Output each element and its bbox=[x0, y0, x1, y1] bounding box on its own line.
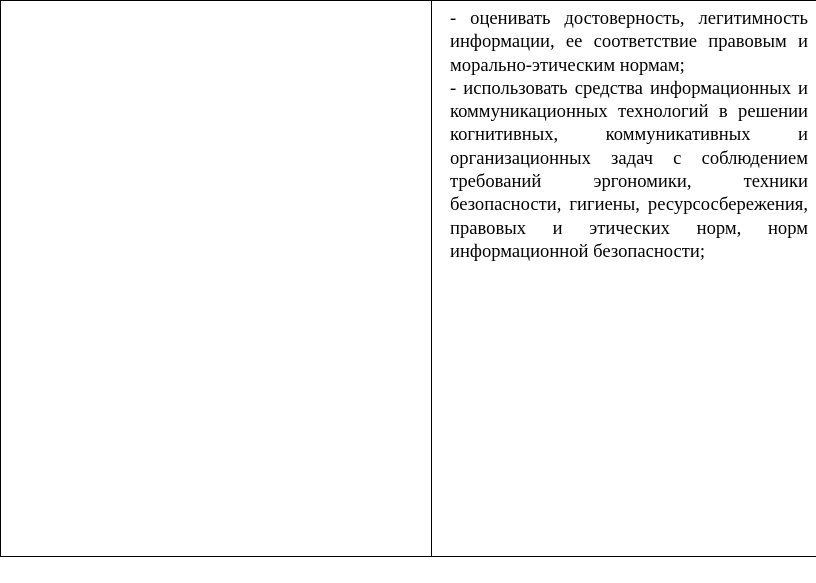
right-cell-content bbox=[432, 1, 816, 263]
left-cell-text bbox=[1, 1, 431, 7]
table-row bbox=[1, 1, 816, 557]
paragraph-use-ict: - использовать средства информационных и коммуникационных технологий в решении когнитивных, коммуникативных и организационных задач с соблюдением требований эргономики, техники безопасности, гигиены, ресурсосбережения, правовых и этических норм, норм информационной безопасности; bbox=[450, 77, 808, 262]
left-cell bbox=[1, 1, 432, 557]
paragraph-evaluate: - оценивать достоверность, легитимность информации, ее соответствие правовым и морально-этическим нормам; bbox=[450, 8, 808, 76]
right-cell bbox=[432, 1, 816, 557]
